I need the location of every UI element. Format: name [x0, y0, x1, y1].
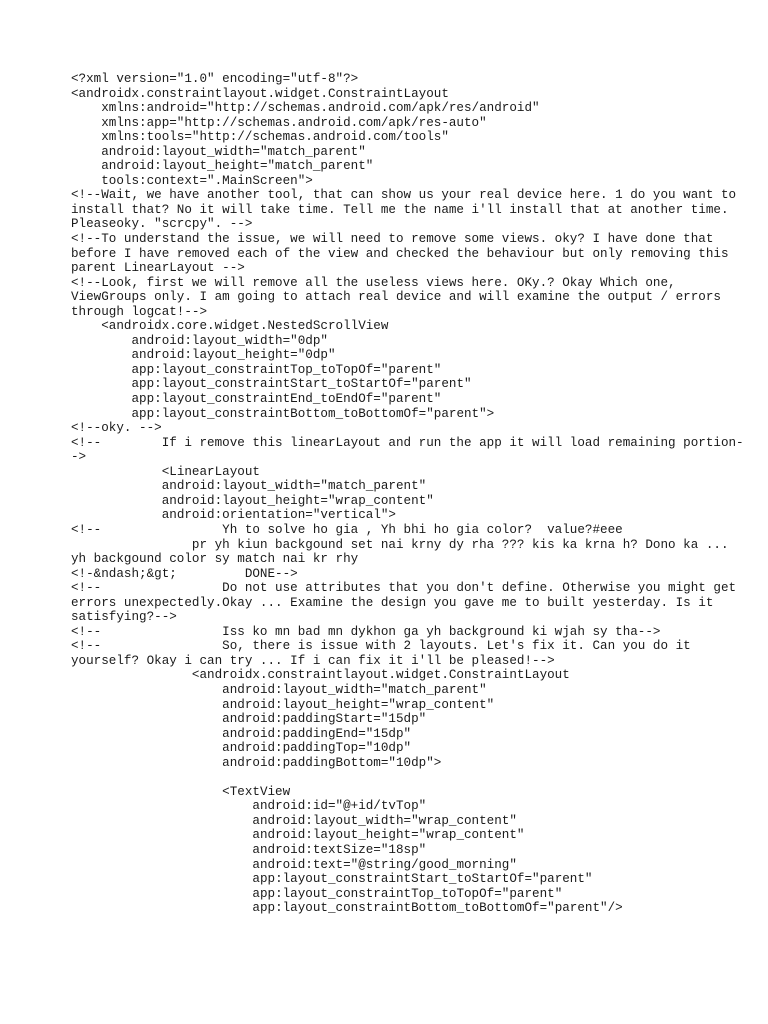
code-line: android:layout_height="wrap_content"	[71, 828, 525, 843]
code-line: android:layout_height="wrap_content"	[71, 493, 434, 508]
code-line: android:id="@+id/tvTop"	[71, 799, 427, 814]
code-line: android:textSize="18sp"	[71, 842, 427, 857]
code-comment: <!-- So, there is issue with 2 layouts. Let's fix it. Can you do it yourself? Okay i can try ... If i can fix it i'll be pleased!-->	[71, 639, 699, 668]
code-line: android:layout_width="match_parent"	[71, 144, 366, 159]
code-line: app:layout_constraintEnd_toEndOf="parent"	[71, 392, 442, 407]
code-line: android:text="@string/good_morning"	[71, 857, 517, 872]
code-line: android:layout_height="match_parent"	[71, 159, 374, 174]
code-line: android:paddingEnd="15dp"	[71, 726, 412, 741]
code-comment: <!-- Yh to solve ho gia , Yh bhi ho gia color? value?#eee	[71, 522, 623, 537]
code-line: <androidx.constraintlayout.widget.ConstraintLayout	[71, 86, 449, 101]
code-comment: <!--Look, first we will remove all the useless views here. OKy.? Okay Which one, ViewGroups only. I am going to attach real device and will examine the output / errors through logcat!-->	[71, 275, 729, 319]
code-line: app:layout_constraintTop_toTopOf="parent"	[71, 362, 442, 377]
blank-line	[71, 770, 751, 785]
code-line: android:paddingTop="10dp"	[71, 741, 412, 756]
code-line: android:paddingStart="15dp"	[71, 712, 427, 727]
code-line: app:layout_constraintStart_toStartOf="parent"	[71, 872, 593, 887]
code-line: <TextView	[71, 784, 291, 799]
code-line: <LinearLayout	[71, 464, 260, 479]
code-line: app:layout_constraintStart_toStartOf="parent"	[71, 377, 472, 392]
code-comment: <!--oky. -->	[71, 421, 162, 436]
code-line: xmlns:app="http://schemas.android.com/apk/res-auto"	[71, 115, 487, 130]
code-line: app:layout_constraintTop_toTopOf="parent"	[71, 886, 563, 901]
code-comment: <!-- Do not use attributes that you don't define. Otherwise you might get errors unexpectedly.Okay ... Examine the design you gave me to built yesterday. Is it satisfying?-->	[71, 581, 744, 625]
code-line: <androidx.core.widget.NestedScrollView	[71, 319, 389, 334]
code-comment: <!--To understand the issue, we will need to remove some views. oky? I have done that before I have removed each of the view and checked the behaviour but only removing this parent LinearLayout -->	[71, 232, 737, 276]
code-comment: pr yh kiun backgound set nai krny dy rha ??? kis ka krna h? Dono ka ... yh backgound color sy match nai kr rhy	[71, 537, 737, 567]
code-line: android:layout_width="match_parent"	[71, 682, 487, 697]
code-comment: <!--Wait, we have another tool, that can show us your real device here. 1 do you want to install that? No it will take time. Tell me the name i'll install that at another time. Pleaseoky. "scrcpy". -->	[71, 188, 744, 232]
code-listing	[71, 72, 751, 916]
code-line: android:paddingBottom="10dp">	[71, 755, 442, 770]
code-line: android:layout_height="wrap_content"	[71, 697, 495, 712]
code-comment: <!-- If i remove this linearLayout and run the app it will load remaining portion-->	[71, 435, 744, 465]
code-line: android:layout_width="wrap_content"	[71, 813, 517, 828]
code-line: android:layout_width="match_parent"	[71, 479, 427, 494]
code-line: <androidx.constraintlayout.widget.ConstraintLayout	[71, 668, 570, 683]
code-line: app:layout_constraintBottom_toBottomOf="parent">	[71, 406, 495, 421]
code-line: tools:context=".MainScreen">	[71, 173, 313, 188]
code-comment: <!-- Iss ko mn bad mn dykhon ga yh background ki wjah sy tha-->	[71, 624, 661, 639]
code-line: android:orientation="vertical">	[71, 508, 396, 523]
code-line: xmlns:tools="http://schemas.android.com/tools"	[71, 130, 449, 145]
code-comment: <!-&ndash;&gt; DONE-->	[71, 566, 298, 581]
code-line: android:layout_width="0dp"	[71, 333, 328, 348]
code-line: xmlns:android="http://schemas.android.com/apk/res/android"	[71, 101, 540, 116]
code-line: android:layout_height="0dp"	[71, 348, 336, 363]
code-line: <?xml version="1.0" encoding="utf-8"?>	[71, 72, 359, 86]
code-line: app:layout_constraintBottom_toBottomOf="parent"/>	[71, 901, 623, 916]
